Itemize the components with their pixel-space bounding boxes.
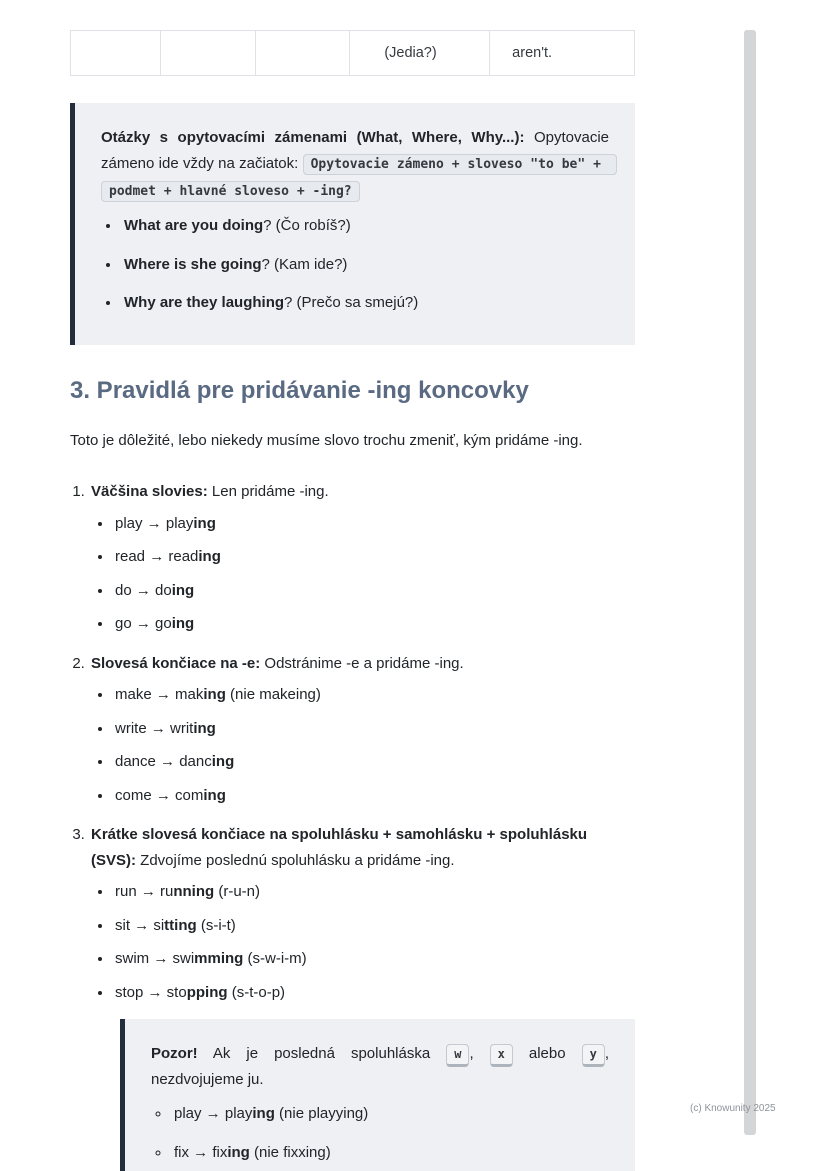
table-fragment <box>70 30 635 76</box>
example-pre: swim → swi <box>115 950 195 968</box>
questions-callout <box>70 103 635 345</box>
example-bold: ing <box>193 514 216 532</box>
warning-text: Ak je posledná spoluhláska <box>197 1045 447 1063</box>
example-bold: mming <box>194 950 244 968</box>
example-item <box>171 1140 609 1166</box>
example-pre: write → writ <box>115 719 194 737</box>
key-x: x <box>490 1044 513 1067</box>
example-post: (nie makeing) <box>225 686 321 704</box>
examples-list <box>113 511 635 637</box>
example-bold: pping <box>186 983 228 1001</box>
example-post: (nie fixxing) <box>249 1143 331 1161</box>
example-bold: ing <box>227 1143 250 1161</box>
example-bold: tting <box>164 916 197 934</box>
table-cell <box>160 31 255 76</box>
warning-callout <box>120 1019 635 1171</box>
scrollbar-thumb[interactable] <box>744 30 756 1135</box>
question-bold: What are you doing <box>124 216 264 234</box>
rule-item <box>89 651 635 809</box>
examples-list <box>113 682 635 808</box>
questions-callout-intro <box>101 125 609 205</box>
list-item <box>121 213 609 239</box>
example-item <box>113 783 635 809</box>
example-pre: fix → fix <box>174 1143 228 1161</box>
warning-callout-intro <box>151 1041 609 1093</box>
example-post: (s-w-i-m) <box>243 950 307 968</box>
question-bold: Why are they laughing <box>124 294 285 312</box>
rules-list <box>89 479 635 1005</box>
rule-desc: Len pridáme -ing. <box>207 483 329 501</box>
example-item <box>113 946 635 972</box>
rule-item <box>89 822 635 1005</box>
example-item <box>113 716 635 742</box>
section-heading: 3. Pravidlá pre pridávanie -ing koncovky <box>70 377 529 405</box>
example-item <box>113 611 635 637</box>
question-bold: Where is she going <box>124 255 262 273</box>
example-item <box>113 682 635 708</box>
example-item <box>171 1101 609 1127</box>
example-post: (s-t-o-p) <box>227 983 286 1001</box>
example-pre: sit → si <box>115 916 165 934</box>
example-item <box>113 913 635 939</box>
questions-lead-bold: Otázky s opytovacími zámenami (What, Where, Why...): <box>101 129 525 146</box>
example-bold: nning <box>173 883 215 901</box>
rule-desc: Odstránime -e a pridáme -ing. <box>260 654 464 672</box>
rule-desc: Zdvojíme poslednú spoluhlásku a pridáme -ing. <box>136 851 455 869</box>
example-post: (s-i-t) <box>196 916 236 934</box>
document-content <box>70 30 635 1171</box>
example-pre: come → com <box>115 786 204 804</box>
formula-code: Opytovacie zámeno + sloveso "to be" + podmet + hlavné sloveso + -ing? <box>101 154 617 202</box>
example-pre: read → read <box>115 548 199 566</box>
example-pre: play → play <box>174 1104 253 1122</box>
example-pre: play → play <box>115 514 194 532</box>
example-bold: ing <box>203 686 226 704</box>
example-bold: ing <box>193 719 216 737</box>
example-bold: ing <box>171 581 195 599</box>
questions-lead-rest: Opytovacie zámeno ide vždy na začiatok: <box>101 129 609 172</box>
question-rest: ? (Čo robíš?) <box>263 216 351 234</box>
example-bold: ing <box>198 548 221 566</box>
warning-lead-bold: Pozor! <box>151 1045 198 1063</box>
example-item <box>113 879 635 905</box>
example-bold: ing <box>203 786 226 804</box>
table-cell <box>71 31 161 76</box>
section-intro: Toto je dôležité, lebo niekedy musíme slovo trochu zmeniť, kým pridáme -ing. <box>70 432 583 450</box>
questions-list <box>121 213 609 316</box>
example-item <box>113 544 635 570</box>
example-post: (nie playying) <box>274 1104 369 1122</box>
rule-item <box>89 479 635 637</box>
warning-text: , nezdvojujeme ju. <box>151 1045 609 1088</box>
example-bold: ing <box>252 1104 275 1122</box>
rule-title: Väčšina slovies: <box>91 483 208 501</box>
warning-list <box>171 1101 609 1166</box>
example-post: (r-u-n) <box>214 883 261 901</box>
example-pre: dance → danc <box>115 753 212 771</box>
rule-title: Slovesá končiace na -e: <box>91 654 261 672</box>
table-cell <box>255 31 350 76</box>
example-pre: go → go <box>115 615 172 633</box>
key-y: y <box>582 1044 605 1067</box>
copyright-notice: (c) Knowunity 2025 <box>690 1103 776 1114</box>
example-pre: do → do <box>115 581 172 599</box>
example-pre: stop → sto <box>115 983 187 1001</box>
examples-list <box>113 879 635 1005</box>
example-bold: ing <box>211 753 235 771</box>
warning-text: alebo <box>512 1045 582 1063</box>
rule-title: Krátke slovesá končiace na spoluhlásku + samohlásku + spoluhlásku (SVS): <box>91 826 588 869</box>
example-pre: run → ru <box>115 883 174 901</box>
list-item <box>121 252 609 278</box>
list-item <box>121 290 609 316</box>
example-item <box>113 749 635 775</box>
example-item <box>113 578 635 604</box>
table-cell: (Jedia?) <box>350 31 490 76</box>
example-bold: ing <box>171 615 195 633</box>
table-row <box>71 31 635 76</box>
key-w: w <box>446 1044 469 1067</box>
example-item <box>113 980 635 1006</box>
question-rest: ? (Prečo sa smejú?) <box>284 294 419 312</box>
question-rest: ? (Kam ide?) <box>261 255 348 273</box>
example-item <box>113 511 635 537</box>
example-pre: make → mak <box>115 686 204 704</box>
warning-text: , <box>469 1045 490 1063</box>
table-cell: aren't. <box>490 31 635 76</box>
